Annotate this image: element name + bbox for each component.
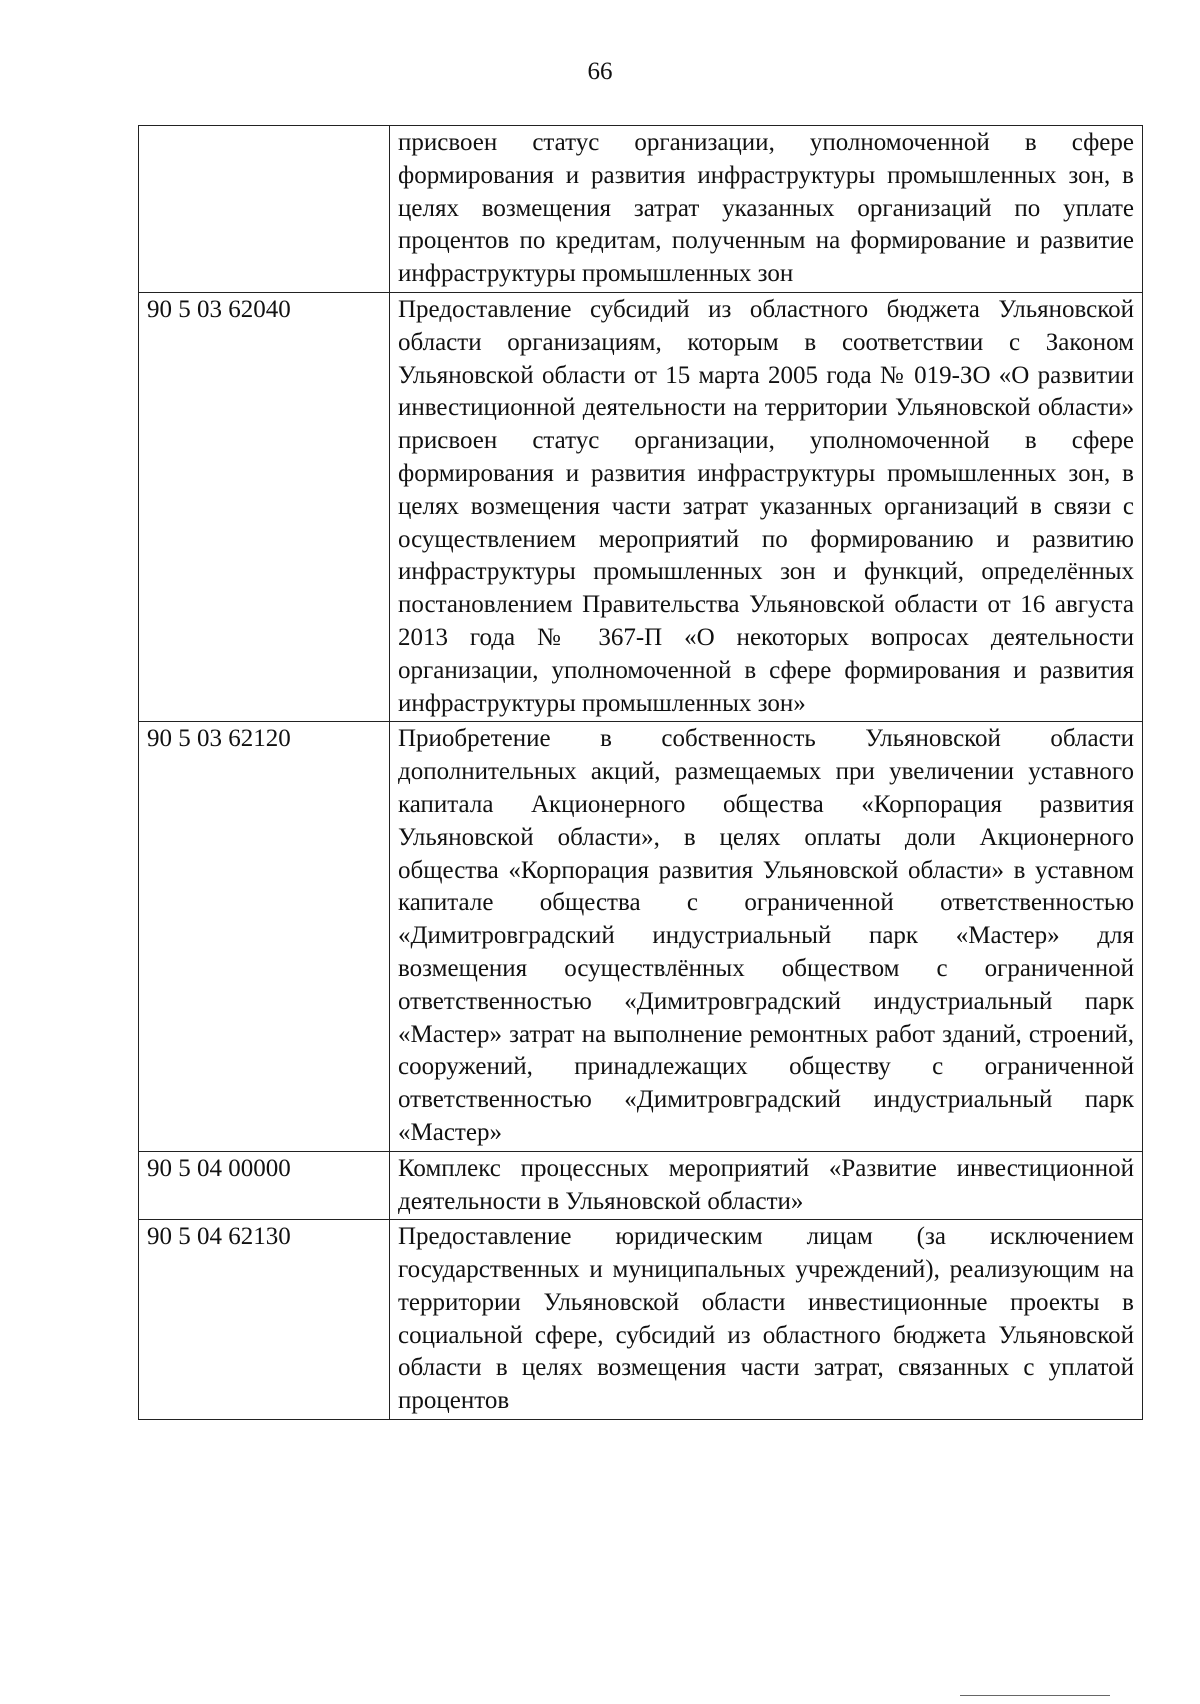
table-row <box>139 126 1143 293</box>
row-code: 90 5 04 00000 <box>139 1151 390 1220</box>
table-row <box>139 292 1143 721</box>
budget-classification-table <box>138 125 1143 1420</box>
row-description: Комплекс процессных мероприятий «Развитие инвестиционной деятельности в Ульяновской области» <box>390 1151 1143 1220</box>
row-description: Предоставление субсидий из областного бюджета Ульяновской области организациям, которым в соответствии с Законом Ульяновской области от 15 марта 2005 года № 019-ЗО «О развитии инвестиционной деятельности на территории Ульяновской области» присвоен статус организации, уполномоченной в сфере формирования и развития инфраструктуры промышленных зон, в целях возмещения части затрат указанных организаций в связи с осуществлением мероприятий по формированию и развитию инфраструктуры промышленных зон и функций, определённых постановлением Правительства Ульяновской области от 16 августа 2013 года № 367-П «О некоторых вопросах деятельности организации, уполномоченной в сфере формирования и развития инфраструктуры промышленных зон» <box>390 292 1143 721</box>
row-code: 90 5 03 62120 <box>139 722 390 1151</box>
row-code: 90 5 04 62130 <box>139 1220 390 1420</box>
row-code <box>139 126 390 293</box>
row-description: Предоставление юридическим лицам (за исключением государственных и муниципальных учреждений), реализующим на территории Ульяновской области инвестиционные проекты в социальной сфере, субсидий из областного бюджета Ульяновской области в целях возмещения части затрат, связанных с уплатой процентов <box>390 1220 1143 1420</box>
row-description: Приобретение в собственность Ульяновской области дополнительных акций, размещаемых при увеличении уставного капитала Акционерного общества «Корпорация развития Ульяновской области», в целях оплаты доли Акционерного общества «Корпорация развития Ульяновской области» в уставном капитале общества с ограниченной ответственностью «Димитровградский индустриальный парк «Мастер» для возмещения осуществлённых обществом с ограниченной ответственностью «Димитровградский индустриальный парк «Мастер» затрат на выполнение ремонтных работ зданий, строений, сооружений, принадлежащих обществу с ограниченной ответственностью «Димитровградский индустриальный парк «Мастер» <box>390 722 1143 1151</box>
row-description: присвоен статус организации, уполномоченной в сфере формирования и развития инфраструктуры промышленных зон, в целях возмещения затрат указанных организаций по уплате процентов по кредитам, полученным на формирование и развитие инфраструктуры промышленных зон <box>390 126 1143 293</box>
table-row <box>139 722 1143 1151</box>
row-code: 90 5 03 62040 <box>139 292 390 721</box>
table-row <box>139 1151 1143 1220</box>
table-row <box>139 1220 1143 1420</box>
page-number: 66 <box>587 58 613 85</box>
footer-divider <box>960 1695 1110 1696</box>
